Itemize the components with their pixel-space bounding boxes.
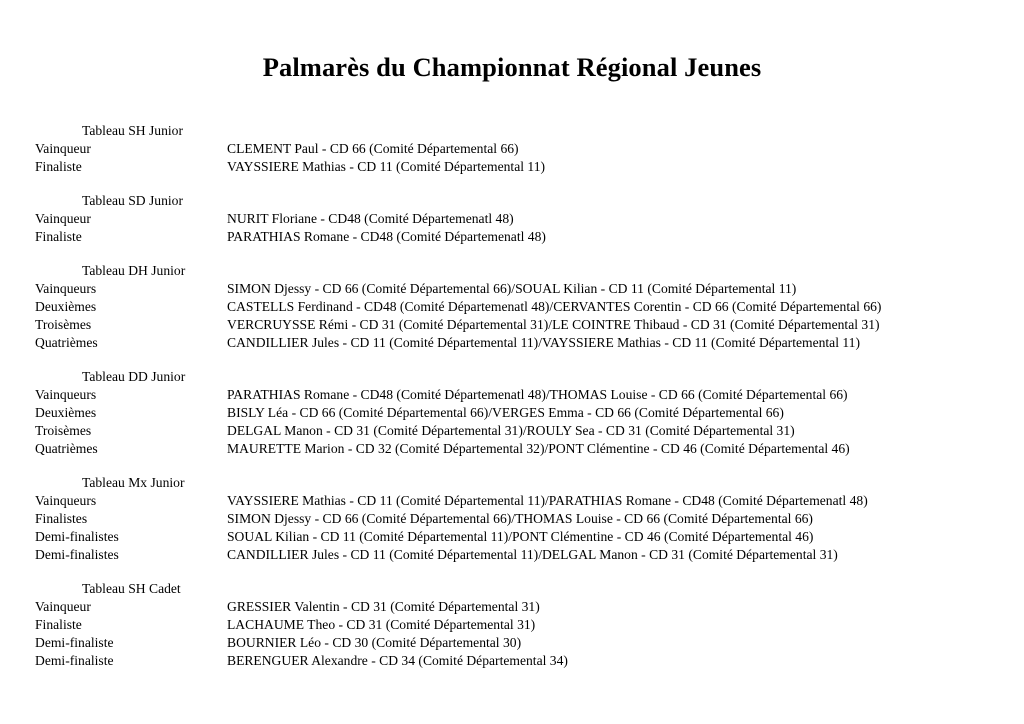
player-entry: LACHAUME Theo - CD 31 (Comité Départemental 31)	[227, 617, 536, 632]
result-row	[35, 228, 995, 246]
result-row	[35, 528, 995, 546]
rank-label: Finaliste	[35, 159, 82, 174]
rank-label: Vainqueurs	[35, 281, 97, 296]
player-entry: BISLY Léa - CD 66 (Comité Départemental 66)/VERGES Emma - CD 66 (Comité Départemental 66)	[227, 405, 784, 420]
rank-label: Vainqueur	[35, 141, 91, 156]
rank-label: Demi-finalistes	[35, 547, 119, 562]
player-entry: NURIT Floriane - CD48 (Comité Départemenatl 48)	[227, 211, 514, 226]
player-entry: VAYSSIERE Mathias - CD 11 (Comité Départemental 11)	[227, 159, 546, 174]
player-entry: SIMON Djessy - CD 66 (Comité Départemental 66)/SOUAL Kilian - CD 11 (Comité Départemental 11)	[227, 281, 797, 296]
player-entry: CANDILLIER Jules - CD 11 (Comité Départemental 11)/VAYSSIERE Mathias - CD 11 (Comité Départemental 11)	[227, 335, 861, 350]
rank-label: Finalistes	[35, 511, 88, 526]
result-row	[35, 652, 995, 670]
player-entry: VAYSSIERE Mathias - CD 11 (Comité Départemental 11)/PARATHIAS Romane - CD48 (Comité Départemenatl 48)	[227, 493, 868, 508]
page-title: Palmarès du Championnat Régional Jeunes	[262, 52, 762, 82]
result-row	[35, 598, 995, 616]
player-entry: PARATHIAS Romane - CD48 (Comité Départemenatl 48)	[227, 229, 546, 244]
results-list	[35, 122, 995, 686]
result-row	[35, 280, 995, 298]
section-heading: Tableau DD Junior	[82, 369, 186, 384]
section-dh-junior	[35, 262, 995, 352]
result-row	[35, 546, 995, 564]
result-row	[35, 334, 995, 352]
result-row	[35, 634, 995, 652]
rank-label: Troisèmes	[35, 317, 92, 332]
section-mx-junior	[35, 474, 995, 564]
player-entry: CANDILLIER Jules - CD 11 (Comité Départemental 11)/DELGAL Manon - CD 31 (Comité Départemental 31)	[227, 547, 838, 562]
rank-label: Deuxièmes	[35, 405, 97, 420]
rank-label: Finaliste	[35, 229, 82, 244]
result-row	[35, 440, 995, 458]
player-entry: BOURNIER Léo - CD 30 (Comité Départemental 30)	[227, 635, 522, 650]
section-sh-cadet	[35, 580, 995, 670]
result-row	[35, 140, 995, 158]
rank-label: Demi-finaliste	[35, 653, 114, 668]
result-row	[35, 386, 995, 404]
result-row	[35, 616, 995, 634]
rank-label: Vainqueurs	[35, 387, 97, 402]
result-row	[35, 210, 995, 228]
rank-label: Finaliste	[35, 617, 82, 632]
section-heading: Tableau DH Junior	[82, 263, 186, 278]
player-entry: CASTELLS Ferdinand - CD48 (Comité Départemenatl 48)/CERVANTES Corentin - CD 66 (Comité Départemental 66)	[227, 299, 882, 314]
rank-label: Deuxièmes	[35, 299, 97, 314]
player-entry: SIMON Djessy - CD 66 (Comité Départemental 66)/THOMAS Louise - CD 66 (Comité Départemental 66)	[227, 511, 813, 526]
result-row	[35, 492, 995, 510]
section-heading: Tableau SH Cadet	[82, 581, 181, 596]
rank-label: Quatrièmes	[35, 335, 98, 350]
player-entry: CLEMENT Paul - CD 66 (Comité Départemental 66)	[227, 141, 519, 156]
rank-label: Vainqueur	[35, 211, 91, 226]
result-row	[35, 422, 995, 440]
section-heading: Tableau SH Junior	[82, 123, 183, 138]
section-heading: Tableau Mx Junior	[82, 475, 185, 490]
rank-label: Demi-finaliste	[35, 635, 114, 650]
player-entry: MAURETTE Marion - CD 32 (Comité Départemental 32)/PONT Clémentine - CD 46 (Comité Départemental 46)	[227, 441, 850, 456]
result-row	[35, 158, 995, 176]
section-sd-junior	[35, 192, 995, 246]
result-row	[35, 298, 995, 316]
player-entry: GRESSIER Valentin - CD 31 (Comité Départemental 31)	[227, 599, 540, 614]
rank-label: Vainqueur	[35, 599, 91, 614]
result-row	[35, 316, 995, 334]
result-row	[35, 404, 995, 422]
player-entry: DELGAL Manon - CD 31 (Comité Départemental 31)/ROULY Sea - CD 31 (Comité Départemental 31)	[227, 423, 795, 438]
rank-label: Quatrièmes	[35, 441, 98, 456]
rank-label: Troisèmes	[35, 423, 92, 438]
rank-label: Vainqueurs	[35, 493, 97, 508]
player-entry: SOUAL Kilian - CD 11 (Comité Départemental 11)/PONT Clémentine - CD 46 (Comité Départemental 46)	[227, 529, 814, 544]
result-row	[35, 510, 995, 528]
player-entry: PARATHIAS Romane - CD48 (Comité Départemenatl 48)/THOMAS Louise - CD 66 (Comité Départemental 66)	[227, 387, 848, 402]
player-entry: VERCRUYSSE Rémi - CD 31 (Comité Départemental 31)/LE COINTRE Thibaud - CD 31 (Comité Départemental 31)	[227, 317, 880, 332]
section-dd-junior	[35, 368, 995, 458]
player-entry: BERENGUER Alexandre - CD 34 (Comité Départemental 34)	[227, 653, 568, 668]
section-sh-junior	[35, 122, 995, 176]
section-heading: Tableau SD Junior	[82, 193, 183, 208]
rank-label: Demi-finalistes	[35, 529, 119, 544]
